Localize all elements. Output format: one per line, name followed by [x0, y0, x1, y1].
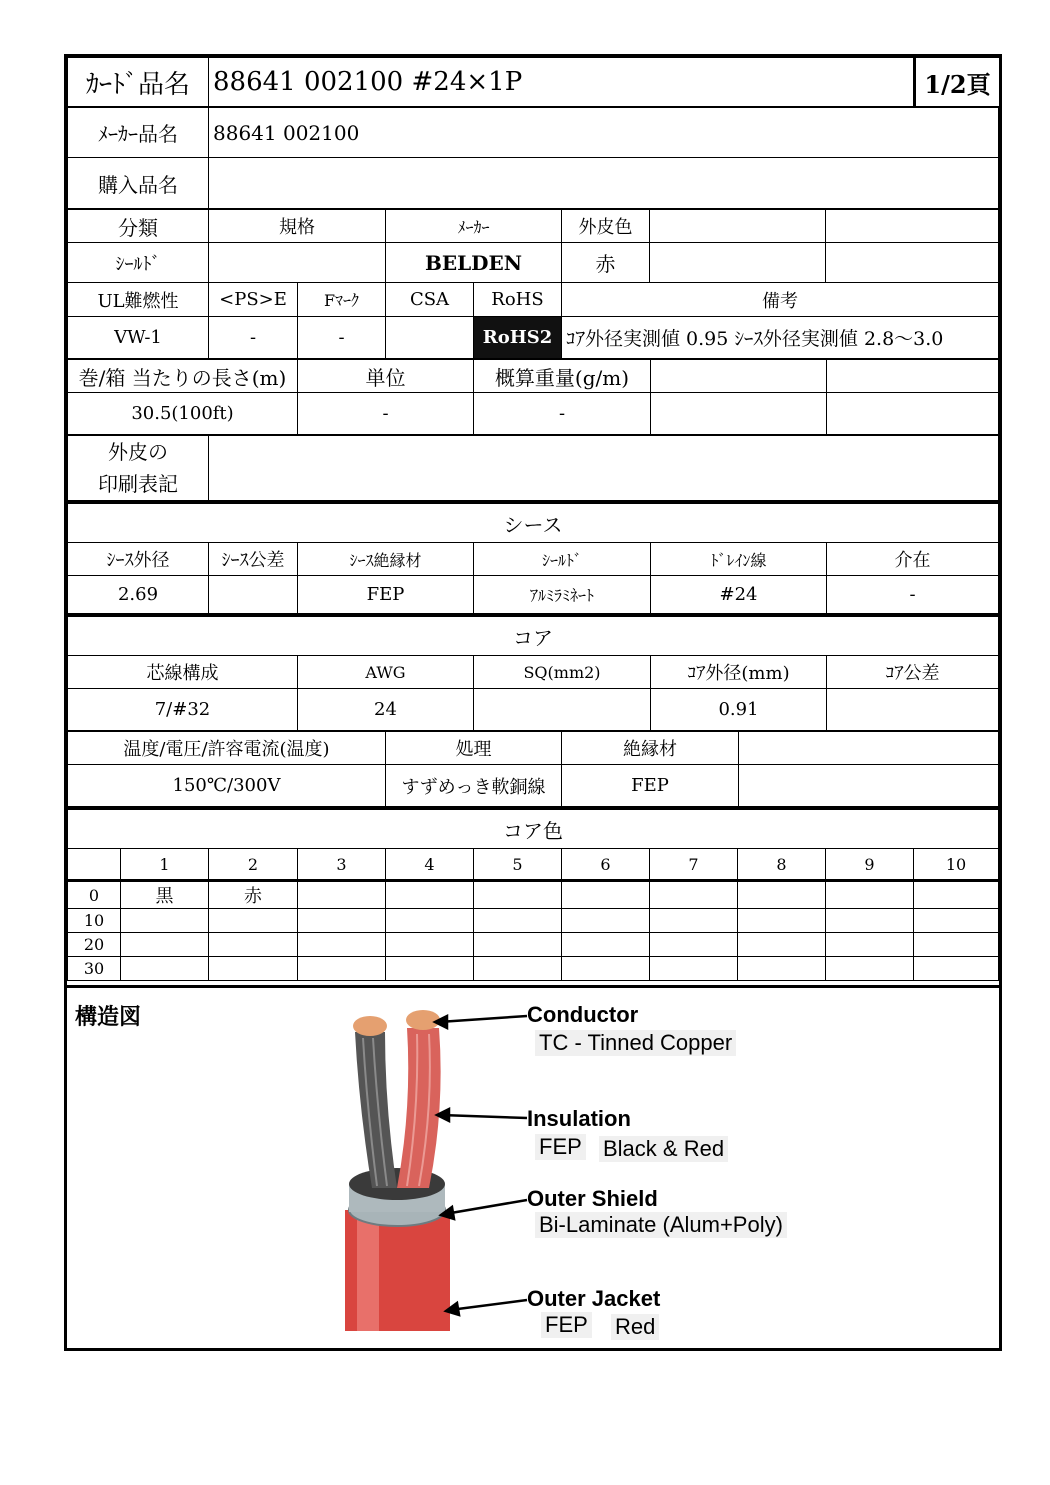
class-table: [67, 209, 999, 359]
core-table: [67, 614, 999, 731]
jacket-color-value: 赤: [562, 243, 650, 283]
core-color-row: [68, 881, 999, 909]
kikaku-label: 規格: [209, 210, 386, 243]
core-color-row-label: 30: [68, 957, 121, 981]
conductor-arrow: [439, 1016, 527, 1022]
sheath-header: ｼｰﾙﾄﾞ: [474, 543, 651, 576]
core-color-cell: [562, 909, 650, 933]
ps-value: -: [209, 317, 298, 359]
core-color-cell: [914, 957, 999, 981]
core-color-row: [68, 957, 999, 981]
ps-label: <PS>E: [209, 283, 298, 317]
ul-value: VW-1: [68, 317, 209, 359]
bunrui-label: 分類: [68, 210, 209, 243]
sheath-section-title: シース: [68, 503, 999, 543]
core-color-cell: [474, 933, 562, 957]
core-color-cell: 黒: [121, 881, 209, 909]
maker-table: [67, 107, 999, 209]
ul-label: UL難燃性: [68, 283, 209, 317]
core-color-cell: [738, 909, 826, 933]
red-wire: [397, 1028, 441, 1188]
maker-label: ﾒｰｶｰ: [386, 210, 562, 243]
jacket-color-label: 外皮色: [562, 210, 650, 243]
core-color-cell: [209, 933, 298, 957]
remarks-value: ｺｱ外径実測値 0.95 ｼｰｽ外径実測値 2.8～3.0: [562, 317, 999, 359]
color-col-header: 7: [650, 849, 738, 881]
black-conductor: [353, 1016, 387, 1036]
core-color-row-label: 10: [68, 909, 121, 933]
purchase-label: 購入品名: [68, 158, 209, 209]
csa-value: [386, 317, 474, 359]
sheath-table: [67, 501, 999, 614]
length-table: [67, 359, 999, 435]
rohs-badge: RoHS2: [474, 317, 562, 359]
core-color-cell: [650, 957, 738, 981]
core-header: AWG: [298, 656, 474, 689]
color-col-header: 8: [738, 849, 826, 881]
core-color-cell: [650, 909, 738, 933]
core-color-row: [68, 933, 999, 957]
color-col-header: 4: [386, 849, 474, 881]
core-color-cell: 赤: [209, 881, 298, 909]
core-color-cell: [298, 933, 386, 957]
core-color-cell: [562, 881, 650, 909]
treatment-header: 処理: [386, 732, 562, 765]
empty-cell: [650, 210, 826, 243]
unit-label: 単位: [298, 360, 474, 393]
conductor-sub: TC - Tinned Copper: [535, 1030, 736, 1056]
core-color-cell: [914, 909, 999, 933]
core-color-cell: [209, 909, 298, 933]
corner-cell: [68, 849, 121, 881]
core-color-cell: [121, 933, 209, 957]
weight-label: 概算重量(g/m): [474, 360, 651, 393]
color-col-header: 9: [826, 849, 914, 881]
core-color-cell: [914, 933, 999, 957]
maker-part-label: ﾒｰｶｰ品名: [68, 108, 209, 158]
core-color-cell: [826, 957, 914, 981]
core-color-row-label: 20: [68, 933, 121, 957]
weight-value: -: [474, 393, 651, 435]
color-col-header: 2: [209, 849, 298, 881]
unit-value: -: [298, 393, 474, 435]
print-table: [67, 435, 999, 501]
header-table: [67, 57, 1000, 107]
sheath-header: ｼｰｽ絶縁材: [298, 543, 474, 576]
print-label: [68, 436, 209, 501]
core-color-cell: [474, 957, 562, 981]
treatment-value: すずめっき軟銅線: [386, 765, 562, 807]
core-color-cell: [474, 909, 562, 933]
diagram-title: 構造図: [75, 1005, 142, 1030]
jacket-sub2: Red: [611, 1314, 659, 1340]
color-col-header: 5: [474, 849, 562, 881]
sheath-value: #24: [651, 576, 827, 614]
color-col-header: 6: [562, 849, 650, 881]
shield-heading: Outer Shield: [527, 1186, 658, 1211]
jacket-arrow: [450, 1300, 527, 1310]
length-label: 巻/箱 当たりの長さ(m): [68, 360, 298, 393]
jacket-heading: Outer Jacket: [527, 1286, 661, 1311]
core-color-cell: [121, 909, 209, 933]
core-value: [474, 689, 651, 731]
core-color-rows: [68, 881, 999, 981]
sheath-header: 介在: [827, 543, 999, 576]
rohs-label: RoHS: [474, 283, 562, 317]
core-color-cell: [914, 881, 999, 909]
empty-cell: [651, 360, 827, 393]
black-wire: [355, 1032, 397, 1188]
structure-diagram: [67, 985, 999, 1351]
core-color-section-title: コア色: [68, 809, 999, 849]
core-color-cell: [650, 881, 738, 909]
maker-value: BELDEN: [386, 243, 562, 283]
core-color-cell: [650, 933, 738, 957]
sheath-value: ｱﾙﾐﾗﾐﾈｰﾄ: [474, 576, 651, 614]
core-color-cell: [121, 957, 209, 981]
insulation-heading: Insulation: [527, 1106, 631, 1131]
core-value: 0.91: [651, 689, 827, 731]
core-value: [827, 689, 999, 731]
insulation-sub2: Black & Red: [599, 1136, 728, 1162]
insulation-arrow: [441, 1115, 527, 1118]
core-color-cell: [386, 881, 474, 909]
core-color-cell: [826, 881, 914, 909]
core-color-cell: [386, 909, 474, 933]
print-label-line1: 外皮の: [108, 440, 168, 464]
page-number: 1/2頁: [915, 58, 1000, 107]
jacket-sub1: FEP: [541, 1312, 592, 1338]
core-color-cell: [562, 933, 650, 957]
sheath-header: ﾄﾞﾚｲﾝ線: [651, 543, 827, 576]
empty-cell: [826, 210, 999, 243]
sheath-value: -: [827, 576, 999, 614]
core-color-cell: [298, 957, 386, 981]
sheath-header: ｼｰｽ外径: [68, 543, 209, 576]
sheath-value: [209, 576, 298, 614]
empty-cell: [826, 243, 999, 283]
shield-sub: Bi-Laminate (Alum+Poly): [535, 1212, 787, 1238]
core-color-row-label: 0: [68, 881, 121, 909]
temp-header: 温度/電圧/許容電流(温度): [68, 732, 386, 765]
sheath-header: ｼｰｽ公差: [209, 543, 298, 576]
empty-cell: [651, 393, 827, 435]
remarks-label: 備考: [562, 283, 999, 317]
core-color-cell: [826, 909, 914, 933]
jacket-highlight: [357, 1210, 379, 1331]
color-col-header: 10: [914, 849, 999, 881]
core-color-cell: [738, 933, 826, 957]
color-col-header: 1: [121, 849, 209, 881]
core-color-cell: [826, 933, 914, 957]
core-value: 7/#32: [68, 689, 298, 731]
core-color-cell: [562, 957, 650, 981]
empty-cell: [827, 360, 999, 393]
sheath-value: 2.69: [68, 576, 209, 614]
empty-cell: [739, 732, 999, 765]
purchase-value: [209, 158, 999, 209]
core-header: SQ(mm2): [474, 656, 651, 689]
red-conductor: [406, 1010, 440, 1030]
fmark-value: -: [298, 317, 386, 359]
core-color-cell: [298, 909, 386, 933]
core-color-cell: [738, 881, 826, 909]
maker-part-value: 88641 002100: [209, 108, 999, 158]
conductor-heading: Conductor: [527, 1002, 639, 1027]
shield-label: ｼｰﾙﾄﾞ: [68, 243, 209, 283]
core-color-table: [67, 807, 999, 981]
core-color-row: [68, 909, 999, 933]
color-col-header: 3: [298, 849, 386, 881]
core-header: 芯線構成: [68, 656, 298, 689]
core-color-cell: [738, 957, 826, 981]
print-label-line2: 印刷表記: [98, 472, 178, 496]
insulation-value: FEP: [562, 765, 739, 807]
empty-cell: [209, 243, 386, 283]
core-color-cell: [298, 881, 386, 909]
sheath-value: FEP: [298, 576, 474, 614]
temp-table: [67, 731, 999, 807]
temp-value: 150℃/300V: [68, 765, 386, 807]
csa-label: CSA: [386, 283, 474, 317]
core-section-title: コア: [68, 616, 999, 656]
insulation-header: 絶縁材: [562, 732, 739, 765]
empty-cell: [650, 243, 826, 283]
shield-arrow: [445, 1200, 527, 1214]
core-color-cell: [386, 957, 474, 981]
card-name-label: ｶｰﾄﾞ品名: [68, 58, 209, 107]
spec-sheet: [64, 54, 1002, 1351]
core-value: 24: [298, 689, 474, 731]
core-color-cell: [209, 957, 298, 981]
core-header: ｺｱ公差: [827, 656, 999, 689]
core-header: ｺｱ外径(mm): [651, 656, 827, 689]
print-value: [209, 436, 999, 501]
card-name-value: 88641 002100 #24×1P: [209, 58, 915, 107]
length-value: 30.5(100ft): [68, 393, 298, 435]
empty-cell: [739, 765, 999, 807]
fmark-label: Fﾏｰｸ: [298, 283, 386, 317]
insulation-sub1: FEP: [535, 1134, 586, 1160]
core-color-cell: [474, 881, 562, 909]
core-color-cell: [386, 933, 474, 957]
empty-cell: [827, 393, 999, 435]
